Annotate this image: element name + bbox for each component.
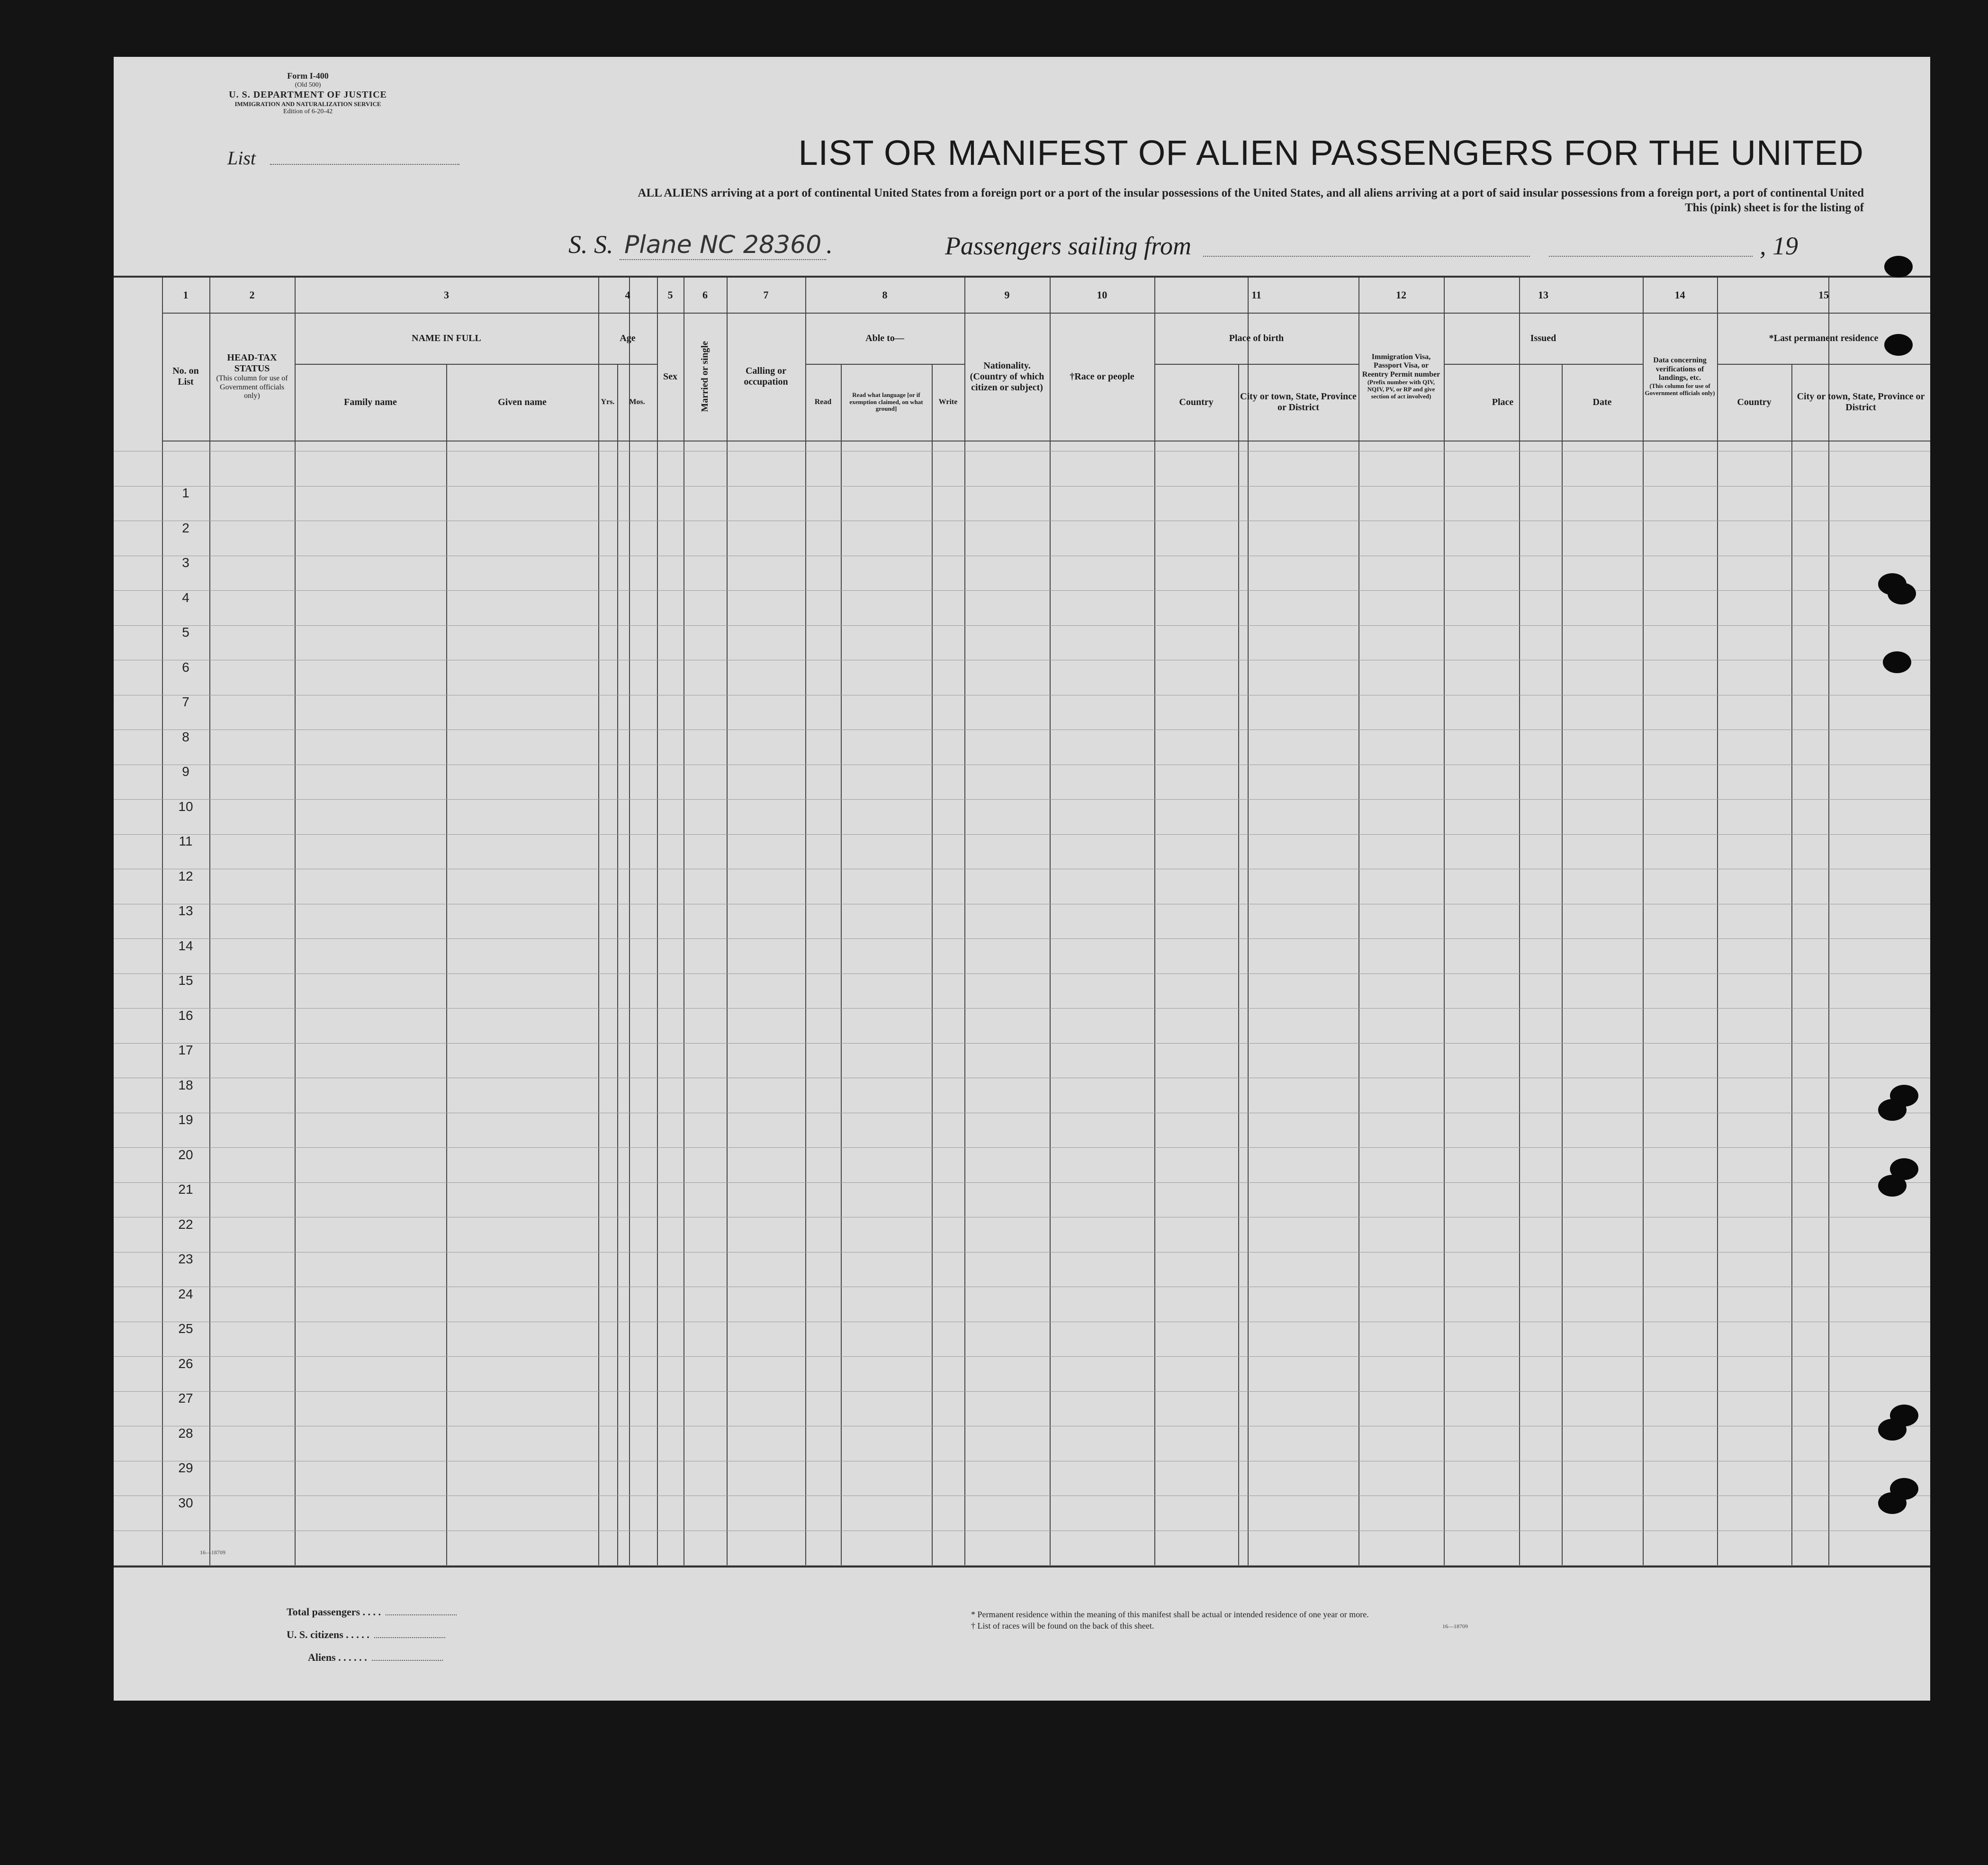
married-or-single-label: Married or single bbox=[700, 341, 710, 412]
vessel-line: S. S. Plane NC 28360 . bbox=[568, 230, 833, 259]
binder-hole bbox=[1878, 1099, 1907, 1121]
manifest-sheet bbox=[114, 57, 1930, 1701]
column-divider bbox=[1519, 278, 1520, 1566]
column-number-1: 1 bbox=[183, 289, 189, 301]
column-divider bbox=[1154, 278, 1155, 1566]
binder-hole bbox=[1878, 1492, 1907, 1514]
column-divider bbox=[657, 278, 658, 1566]
page-title: LIST OR MANIFEST OF ALIEN PASSENGERS FOR THE UNITED bbox=[798, 133, 1864, 172]
page-subtitle bbox=[638, 186, 1864, 216]
header-age-months: Mos. bbox=[629, 397, 645, 406]
header-given-name: Given name bbox=[498, 396, 547, 407]
vessel-name-handwritten[interactable]: Plane NC 28360 bbox=[620, 231, 826, 260]
column-divider bbox=[1828, 278, 1829, 1566]
row-number: 2 bbox=[182, 521, 189, 535]
header-calling-or-occupation: Calling or occupation bbox=[744, 366, 788, 387]
row-number: 1 bbox=[182, 486, 189, 500]
row-number: 3 bbox=[182, 555, 189, 570]
row-number: 29 bbox=[178, 1460, 193, 1475]
column-divider bbox=[805, 278, 806, 1566]
footnote-residence: * Permanent residence within the meaning of this manifest shall be actual or intended residence of one year or more. bbox=[971, 1610, 1369, 1619]
footer-print-code: 16—18709 bbox=[1442, 1623, 1468, 1630]
row-number: 25 bbox=[178, 1321, 193, 1336]
column-divider bbox=[1643, 278, 1644, 1566]
table-bottom-rule bbox=[114, 1566, 1930, 1568]
header-able-to: Able to— bbox=[865, 333, 904, 343]
row-rule bbox=[114, 1147, 1930, 1148]
header-write: Write bbox=[938, 397, 958, 406]
header-place-of-birth: Place of birth bbox=[1229, 333, 1284, 343]
total-passengers-row[interactable] bbox=[287, 1606, 457, 1618]
immigration-visa-label: Immigration Visa, Passport Visa, or Reentry Permit number bbox=[1362, 353, 1440, 378]
aliens-row[interactable] bbox=[308, 1651, 443, 1664]
subcolumn-divider bbox=[932, 364, 933, 1566]
form-number: Form I-400 bbox=[287, 71, 329, 81]
row-number: 22 bbox=[178, 1217, 193, 1232]
header-birth-city: City or town, State, Province or District bbox=[1240, 391, 1357, 413]
header-read-language: Read what language [or if exemption claimed, on what ground] bbox=[849, 391, 923, 413]
row-number: 10 bbox=[178, 799, 193, 814]
binder-hole bbox=[1878, 1175, 1907, 1197]
sailing-port-field[interactable] bbox=[1203, 256, 1530, 257]
column-divider bbox=[598, 278, 599, 1566]
column-number-13: 13 bbox=[1538, 289, 1548, 301]
binder-hole bbox=[1884, 256, 1913, 278]
subcolumn-divider bbox=[446, 364, 447, 1566]
subtitle-line-2: This (pink) sheet is for the listing of bbox=[1684, 201, 1864, 215]
header-verifications bbox=[1645, 313, 1715, 441]
header-immigration-visa bbox=[1360, 313, 1442, 441]
header-issued-place: Place bbox=[1492, 396, 1514, 407]
header-family-name: Family name bbox=[344, 396, 397, 407]
column-number-9: 9 bbox=[1004, 289, 1010, 301]
column-divider bbox=[295, 278, 296, 1566]
subtitle-line-1: ALL ALIENS arriving at a port of continental United States from a foreign port or a port of the insular possessions of the United States, and all aliens arriving at a port of said insular possessions from a foreign port, a port of continental United bbox=[638, 187, 1864, 199]
header-age: Age bbox=[620, 333, 636, 343]
column-number-2: 2 bbox=[249, 289, 255, 301]
row-number: 24 bbox=[178, 1287, 193, 1301]
row-number: 16 bbox=[178, 1008, 193, 1023]
binder-hole bbox=[1888, 583, 1916, 604]
head-tax-note: (This column for use of Government officials only) bbox=[216, 374, 288, 400]
column-divider bbox=[629, 278, 630, 1566]
column-number-6: 6 bbox=[702, 289, 708, 301]
header-residence-country: Country bbox=[1737, 396, 1772, 407]
row-number: 5 bbox=[182, 625, 189, 640]
form-old-number: (Old 500) bbox=[295, 81, 321, 89]
row-number: 19 bbox=[178, 1112, 193, 1127]
year-label: , 19 bbox=[1760, 232, 1798, 260]
column-number-12: 12 bbox=[1396, 289, 1406, 301]
row-rule bbox=[114, 486, 1930, 487]
form-identification bbox=[223, 71, 393, 116]
row-number: 20 bbox=[178, 1147, 193, 1162]
header-residence-city: City or town, State, Province or District bbox=[1797, 391, 1925, 413]
header-married-or-single bbox=[685, 313, 725, 441]
immigration-visa-note: (Prefix number with QIV, NQIV, PV, or RP and give section of act involved) bbox=[1367, 378, 1435, 400]
column-divider bbox=[162, 278, 163, 1566]
total-passengers-label: Total passengers . . . . bbox=[287, 1606, 381, 1618]
column-divider bbox=[1717, 278, 1718, 1566]
us-citizens-row[interactable] bbox=[287, 1629, 445, 1641]
row-number: 21 bbox=[178, 1182, 193, 1197]
us-citizens-label: U. S. citizens . . . . . bbox=[287, 1629, 369, 1640]
table-print-code: 16—18709 bbox=[200, 1549, 225, 1556]
row-rule bbox=[114, 973, 1930, 974]
list-label: List bbox=[227, 147, 256, 169]
row-number: 27 bbox=[178, 1391, 193, 1406]
column-divider bbox=[1444, 278, 1445, 1566]
header-issued-date: Date bbox=[1592, 396, 1612, 407]
form-edition: Edition of 6-20-42 bbox=[283, 108, 333, 115]
row-number: 26 bbox=[178, 1356, 193, 1371]
row-number: 23 bbox=[178, 1252, 193, 1266]
head-tax-label: HEAD-TAX STATUS bbox=[227, 352, 277, 374]
header-birth-country: Country bbox=[1179, 396, 1214, 407]
row-number: 15 bbox=[178, 973, 193, 988]
service-name: IMMIGRATION AND NATURALIZATION SERVICE bbox=[234, 100, 381, 108]
row-rule bbox=[114, 590, 1930, 591]
row-rule bbox=[114, 1182, 1930, 1183]
header-head-tax bbox=[211, 313, 293, 441]
column-number-15: 15 bbox=[1818, 289, 1829, 301]
row-number: 4 bbox=[182, 590, 189, 605]
row-rule bbox=[114, 938, 1930, 939]
header-race-or-people: †Race or people bbox=[1070, 371, 1134, 382]
aliens-field[interactable] bbox=[372, 1660, 443, 1661]
row-number: 30 bbox=[178, 1496, 193, 1510]
header-last-residence: *Last permanent residence bbox=[1769, 333, 1879, 343]
column-number-10: 10 bbox=[1097, 289, 1107, 301]
column-divider bbox=[964, 278, 965, 1566]
column-number-11: 11 bbox=[1251, 289, 1261, 301]
column-divider bbox=[1358, 278, 1359, 1566]
header-read: Read bbox=[814, 397, 832, 406]
row-rule bbox=[114, 1391, 1930, 1392]
binder-hole bbox=[1884, 334, 1913, 356]
vessel-prefix: S. S. bbox=[568, 230, 613, 259]
row-number: 11 bbox=[179, 834, 193, 848]
row-number: 14 bbox=[178, 938, 193, 953]
header-name-in-full: NAME IN FULL bbox=[412, 333, 481, 343]
header-sex: Sex bbox=[663, 371, 677, 382]
row-number: 17 bbox=[178, 1043, 193, 1057]
subcolumn-divider bbox=[1562, 364, 1563, 1566]
row-number: 28 bbox=[178, 1426, 193, 1441]
column-number-4: 4 bbox=[625, 289, 630, 301]
list-number-field[interactable] bbox=[270, 164, 459, 165]
column-divider bbox=[209, 278, 210, 1566]
footnote-races: † List of races will be found on the back of this sheet. bbox=[971, 1621, 1154, 1631]
row-number: 7 bbox=[182, 694, 189, 709]
column-divider bbox=[1050, 278, 1051, 1566]
row-number: 8 bbox=[182, 730, 189, 744]
header-age-years: Yrs. bbox=[601, 397, 615, 406]
header-no-on-list: No. on List bbox=[172, 366, 199, 387]
total-passengers-field[interactable] bbox=[386, 1614, 457, 1615]
us-citizens-field[interactable] bbox=[374, 1637, 445, 1638]
verifications-note: (This column for use of Government officials only) bbox=[1645, 382, 1715, 396]
header-nationality: Nationality. (Country of which citizen or subject) bbox=[970, 360, 1044, 393]
binder-hole bbox=[1883, 651, 1911, 673]
verifications-label: Data concerning verifications of landings, etc. bbox=[1653, 356, 1707, 382]
column-number-3: 3 bbox=[444, 289, 449, 301]
binder-hole bbox=[1878, 1419, 1907, 1441]
sailing-label: Passengers sailing from bbox=[945, 232, 1192, 260]
subcolumn-divider bbox=[617, 364, 618, 1566]
subcolumn-divider bbox=[841, 364, 842, 1566]
sailing-date-field[interactable] bbox=[1549, 256, 1753, 257]
row-number: 9 bbox=[182, 764, 189, 779]
column-number-14: 14 bbox=[1674, 289, 1685, 301]
column-number-7: 7 bbox=[763, 289, 769, 301]
row-rule bbox=[114, 1043, 1930, 1044]
column-divider bbox=[1248, 278, 1249, 1566]
row-rule bbox=[114, 625, 1930, 626]
row-rule bbox=[114, 834, 1930, 835]
header-issued: Issued bbox=[1530, 333, 1556, 343]
subcolumn-divider bbox=[1238, 364, 1239, 1566]
department-name: U. S. DEPARTMENT OF JUSTICE bbox=[229, 90, 387, 100]
column-number-8: 8 bbox=[882, 289, 888, 301]
row-rule bbox=[114, 799, 1930, 800]
aliens-label: Aliens . . . . . . bbox=[308, 1651, 367, 1663]
row-number: 13 bbox=[178, 903, 193, 918]
row-number: 6 bbox=[182, 660, 189, 675]
row-rule bbox=[114, 1008, 1930, 1009]
row-number: 18 bbox=[178, 1078, 193, 1092]
subcolumn-divider bbox=[1791, 364, 1792, 1566]
row-number: 12 bbox=[178, 869, 193, 883]
column-number-5: 5 bbox=[667, 289, 673, 301]
row-rule bbox=[114, 1356, 1930, 1357]
column-divider bbox=[727, 278, 728, 1566]
